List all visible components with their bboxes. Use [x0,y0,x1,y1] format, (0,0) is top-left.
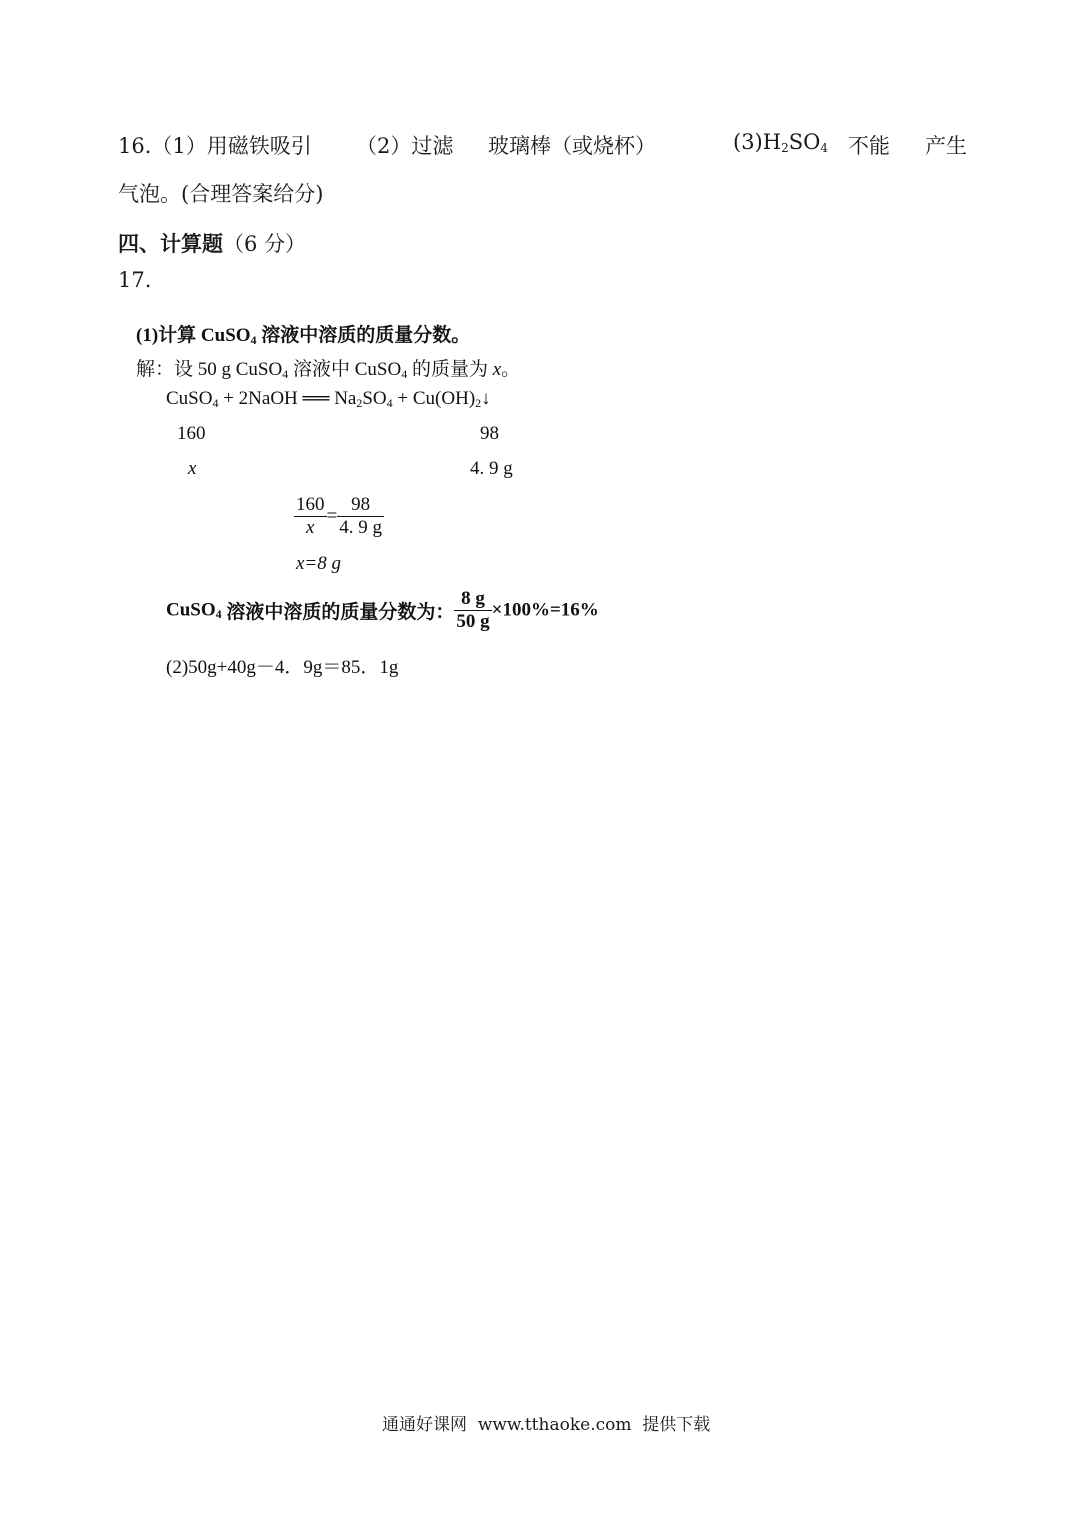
unknown-var-text: x [188,458,197,479]
q17-part1-title-pre: (1)计算 CuSO [136,325,251,346]
mass-fraction-den: 50 g [456,611,490,632]
q16-formula-so-sub: 4 [820,141,828,155]
mass-fraction [454,588,491,633]
ratio-num-2: 98 [337,494,384,517]
q16-part2-answer-b: 玻璃棒（或烧杯） [488,134,656,158]
q17-part1-title-post: 溶液中溶质的质量分数。 [256,325,471,346]
eq-b-sub: 2 [356,396,363,410]
q17-setup-post: 的质量为 [407,359,493,380]
eq-d-sub: 2 [475,396,482,410]
eq-d: + Cu(OH) [392,388,476,409]
molar-mass-2: 98 [480,423,499,444]
q16-part1-answer: 用磁铁吸引 [206,134,312,158]
eq-b: + 2NaOH ══ Na [218,388,357,409]
ratio-den-1-text: x [306,517,315,538]
q16-part3-answer-b: 产生 [925,134,967,158]
q17-setup-var: x [492,359,502,380]
q17-setup-mid: 溶液中 CuSO [288,359,402,380]
q16-part2 [356,130,453,160]
mass-fraction-pre: CuSO [166,599,216,621]
result-line: x=8 g [296,553,342,574]
mass-fraction-sub: 4 [215,606,222,621]
ratio-num-1: 160 [296,494,325,515]
q17-number: 17. [118,268,152,292]
q16-formula-h: H [762,130,782,154]
q16-part1-label: （1） [151,134,207,158]
footer-tail: 提供下载 [642,1415,711,1435]
ratio-equation [294,494,384,539]
eq-c: SO [362,388,387,409]
unknown-var [188,458,196,480]
molar-mass-1: 160 [177,423,206,444]
known-mass: 4. 9 g [470,458,513,479]
q17-setup-end: 。 [501,359,521,380]
section4-score: （6 分） [223,232,307,256]
ratio-fraction-2 [337,494,384,539]
mass-fraction-tail: ×100%=16% [491,599,599,621]
ratio-equals: = [326,505,338,527]
eq-a-sub: 4 [212,396,219,410]
precipitate-arrow: ↓ [481,388,491,409]
mass-fraction-num: 8 g [454,588,491,611]
q17-part2: (2)50g+40g－4．9g＝85．1g [166,657,399,678]
section4-heading [118,228,306,258]
q17-part1-title-sub: 4 [250,333,257,347]
q17-equation [166,388,491,411]
q16-part3-answer-a: 不能 [848,134,890,158]
q16-part3 [733,130,828,155]
q17-setup-pre: 解：设 50 g CuSO [136,359,283,380]
q16-part3-label: (3) [733,130,763,154]
q16-formula-h-sub: 2 [781,141,789,155]
ratio-den-1 [294,517,327,539]
mass-fraction-line [166,588,599,633]
footer-site: 通通好课网 [382,1415,467,1435]
q17-setup-sub1: 4 [282,367,289,381]
q16-line2: 气泡。(合理答案给分) [118,182,324,206]
q16-part2-answer-a: 过滤 [411,134,454,158]
eq-c-sub: 4 [386,396,393,410]
section4-title: 四、计算题 [118,231,223,256]
q16-number: 16. [118,134,152,158]
q16-part2-label: （2） [356,134,412,158]
q17-setup [136,354,520,382]
q16-formula-so: SO [788,130,821,154]
q17-setup-sub2: 4 [401,367,408,381]
q16-line1 [118,130,312,160]
ratio-den-2: 4. 9 g [339,517,382,538]
ratio-fraction-1 [294,494,327,539]
footer-url[interactable]: www.tthaoke.com [477,1415,632,1435]
mass-fraction-text: 溶液中溶质的质量分数为： [221,602,455,623]
footer [382,1410,710,1435]
eq-a: CuSO [166,388,213,409]
q17-part1-title [136,320,470,348]
